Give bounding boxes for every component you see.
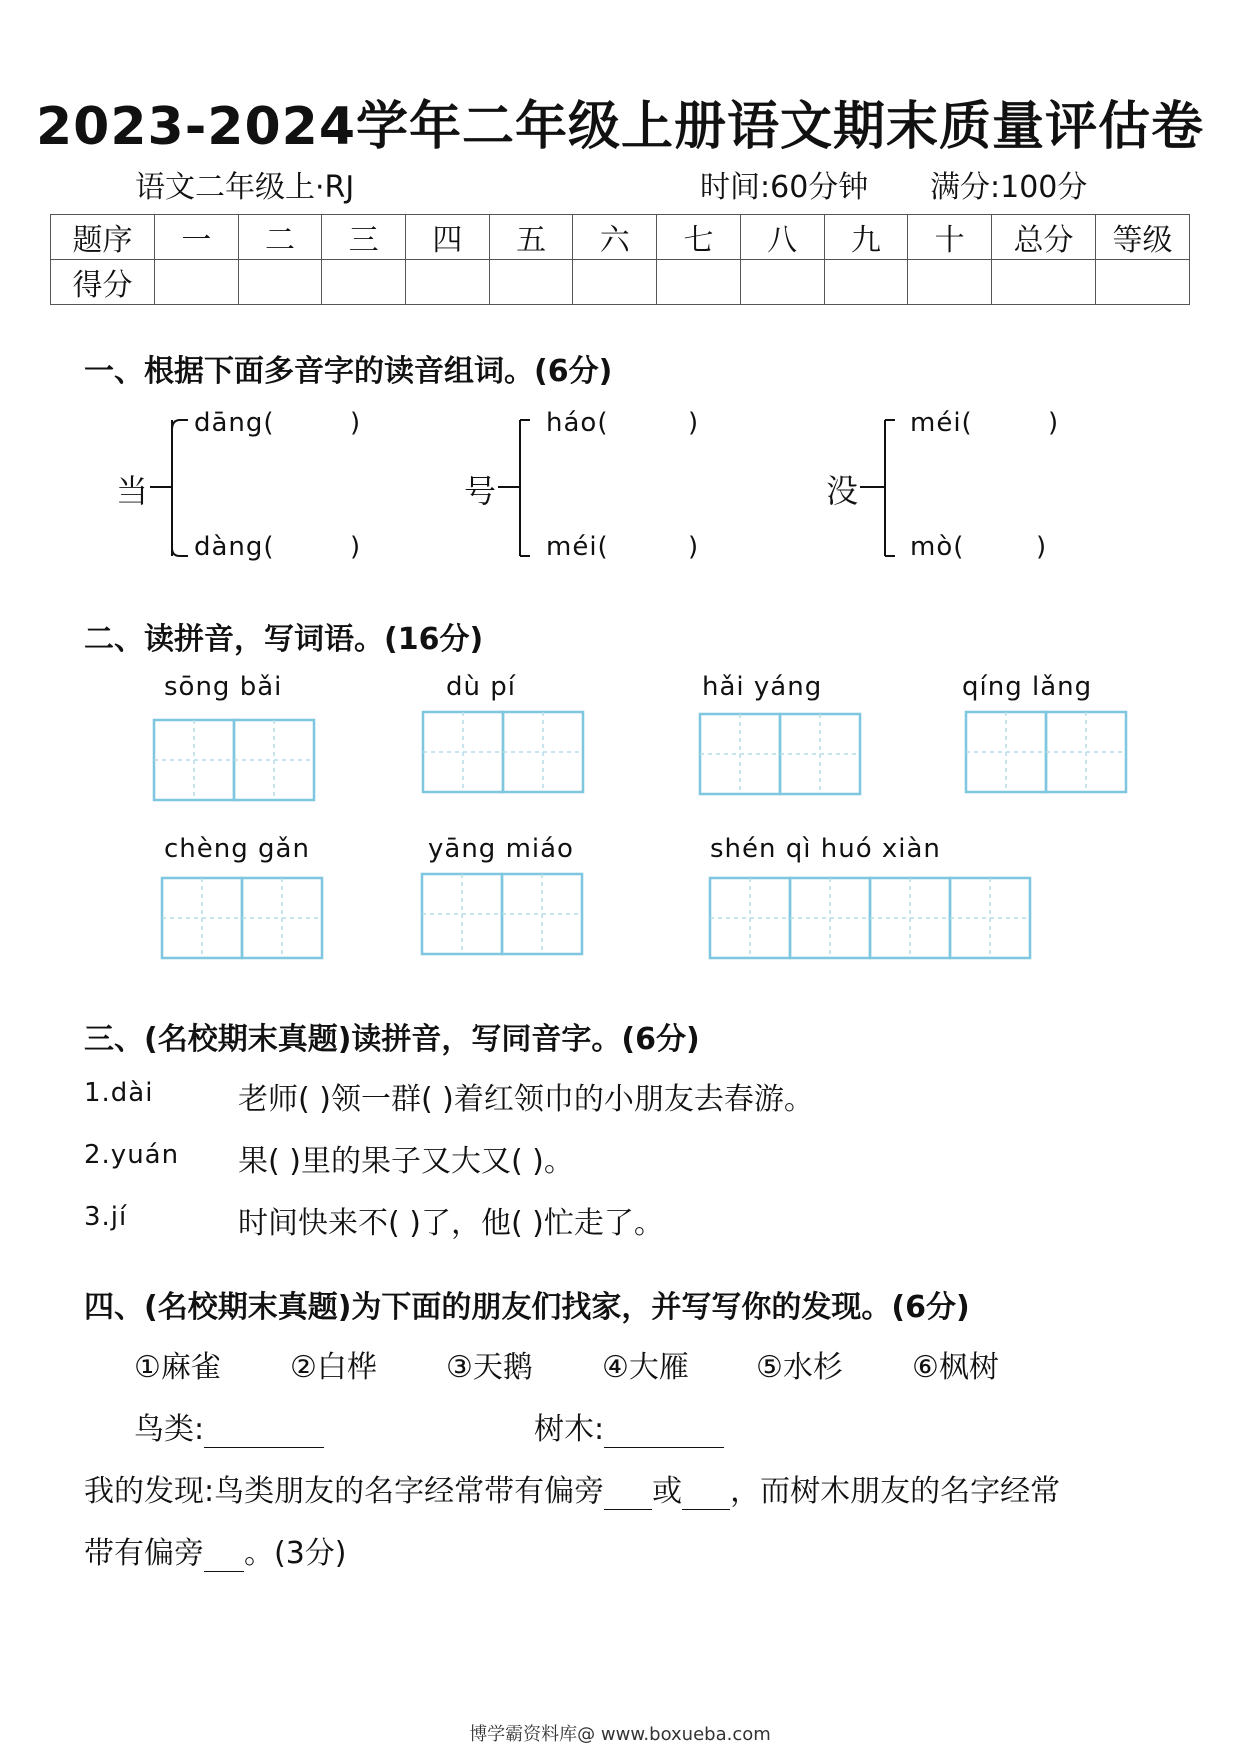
pinyin-prompt: shén qì huó xiàn	[710, 834, 941, 864]
question-sentence: 果( )里的果子又大又( )。	[238, 1144, 574, 1179]
polyphone-char: 没	[826, 472, 859, 510]
score-header-cell: 等级	[1096, 215, 1190, 260]
option-item: ④大雁	[602, 1350, 689, 1385]
section-2-title: 二、读拼音，写词语。(16分)	[84, 622, 484, 657]
option-item: ②白桦	[290, 1350, 377, 1385]
pinyin-prompt: hǎi yáng	[702, 672, 823, 702]
finding-line-2	[84, 1528, 347, 1572]
score-row-label: 得分	[51, 260, 155, 305]
pinyin-reading: méi(	[910, 408, 973, 438]
tianzige-grid[interactable]	[700, 714, 860, 794]
section-4-title: 四、(名校期末真题)为下面的朋友们找家，并写写你的发现。(6分)	[84, 1290, 970, 1325]
page-title: 2023-2024学年二年级上册语文期末质量评估卷	[35, 97, 1205, 157]
score-header-cell: 八	[740, 215, 824, 260]
tree-answer-row	[534, 1404, 724, 1448]
pinyin-prompt: chèng gǎn	[164, 834, 310, 864]
finding-line-1	[84, 1466, 1060, 1510]
close-paren: )	[350, 408, 362, 438]
finding-text: 我的发现:鸟类朋友的名字经常带有偏旁	[84, 1474, 605, 1509]
pinyin-reading: mò(	[910, 532, 965, 562]
finding-end: 。(3分)	[244, 1536, 347, 1571]
question-pinyin: 3.jí	[84, 1202, 128, 1232]
bird-label: 鸟类:	[134, 1412, 205, 1447]
polyphone-char: 号	[464, 472, 497, 510]
close-paren: )	[688, 532, 700, 562]
option-item: ⑥枫树	[912, 1350, 999, 1385]
score-header-cell: 六	[573, 215, 657, 260]
section-3-title: 三、(名校期末真题)读拼音，写同音字。(6分)	[84, 1022, 700, 1057]
radical-blank[interactable]	[604, 1479, 652, 1510]
pinyin-reading: háo(	[546, 408, 609, 438]
option-item: ⑤水杉	[756, 1350, 843, 1385]
tree-label: 树木:	[534, 1412, 605, 1447]
score-header-cell: 十	[908, 215, 992, 260]
question-pinyin: 2.yuán	[84, 1140, 180, 1170]
tianzige-grid[interactable]	[154, 720, 314, 800]
tree-answer-blank[interactable]	[604, 1417, 724, 1448]
score-header-cell: 二	[238, 215, 322, 260]
finding-or: 或	[652, 1474, 683, 1509]
pinyin-prompt: yāng miáo	[428, 834, 574, 864]
radical-blank[interactable]	[204, 1541, 244, 1572]
finding-text: ，而树木朋友的名字经常	[730, 1474, 1061, 1509]
tianzige-grid[interactable]	[710, 878, 1030, 958]
option-item: ③天鹅	[446, 1350, 533, 1385]
close-paren: )	[350, 532, 362, 562]
pinyin-prompt: sōng bǎi	[164, 672, 283, 702]
score-header-cell: 四	[406, 215, 490, 260]
tianzige-grid[interactable]	[422, 874, 582, 954]
question-sentence: 老师( )领一群( )着红领巾的小朋友去春游。	[238, 1082, 814, 1117]
score-header-cell: 五	[489, 215, 573, 260]
section-1-title: 一、根据下面多音字的读音组词。(6分)	[84, 354, 613, 389]
subject-label: 语文二年级上·RJ	[135, 170, 355, 205]
finding-text: 带有偏旁	[84, 1536, 204, 1571]
full-score-label: 满分:100分	[930, 170, 1088, 205]
option-item: ①麻雀	[134, 1350, 221, 1385]
time-label: 时间:60分钟	[700, 170, 869, 205]
tianzige-grid[interactable]	[162, 878, 322, 958]
score-header-cell: 三	[322, 215, 406, 260]
close-paren: )	[1048, 408, 1060, 438]
question-sentence: 时间快来不( )了，他( )忙走了。	[238, 1206, 664, 1241]
pinyin-prompt: dù pí	[446, 672, 516, 702]
pinyin-prompt: qíng lǎng	[962, 672, 1093, 702]
score-header-cell: 一	[155, 215, 239, 260]
bird-answer-blank[interactable]	[204, 1417, 324, 1448]
score-header-cell: 题序	[51, 215, 155, 260]
tianzige-grid[interactable]	[423, 712, 583, 792]
tianzige-grid[interactable]	[966, 712, 1126, 792]
bird-answer-row	[134, 1404, 324, 1448]
score-header-cell: 七	[657, 215, 741, 260]
pinyin-reading: dàng(	[194, 532, 275, 562]
polyphone-char: 当	[116, 472, 149, 510]
footer-watermark: 博学霸资料库@ www.boxueba.com	[469, 1724, 771, 1745]
score-header-cell: 总分	[992, 215, 1096, 260]
question-pinyin: 1.dài	[84, 1078, 154, 1108]
pinyin-reading: dāng(	[194, 408, 275, 438]
close-paren: )	[1036, 532, 1048, 562]
score-header-cell: 九	[824, 215, 908, 260]
radical-blank[interactable]	[682, 1479, 730, 1510]
close-paren: )	[688, 408, 700, 438]
pinyin-reading: méi(	[546, 532, 609, 562]
